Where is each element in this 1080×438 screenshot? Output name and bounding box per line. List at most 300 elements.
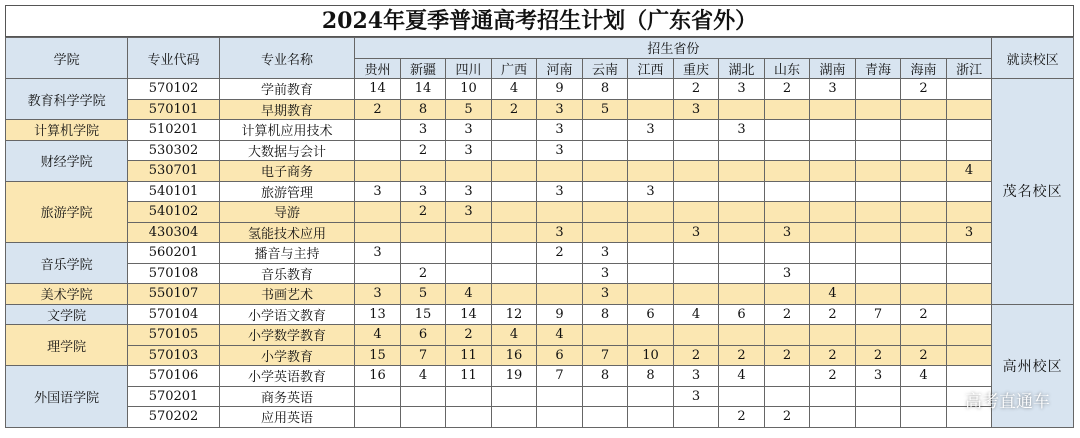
quota-cell: 2 [400,202,446,223]
quota-cell [764,120,810,141]
quota-cell [810,263,856,284]
quota-cell: 8 [582,79,628,100]
quota-cell: 3 [582,284,628,305]
quota-cell: 3 [673,386,719,407]
quota-cell: 3 [764,263,810,284]
table-row [6,202,1074,223]
quota-cell: 11 [446,345,492,366]
quota-cell [491,243,537,264]
major-name: 电子商务 [219,161,354,182]
quota-cell [855,99,901,120]
quota-cell: 4 [673,304,719,325]
quota-cell: 6 [719,304,765,325]
quota-cell: 4 [946,161,992,182]
major-name: 小学教育 [219,345,354,366]
quota-cell: 2 [400,263,446,284]
campus-gaozhou: 高州校区 [992,304,1074,427]
quota-cell [537,161,583,182]
quota-cell: 3 [673,366,719,387]
quota-cell: 4 [810,284,856,305]
quota-cell [946,140,992,161]
quota-cell: 4 [446,284,492,305]
header-province: 山东 [764,58,810,79]
header-provinces-group: 招生省份 [355,38,992,59]
quota-cell [628,99,674,120]
major-code: 550107 [128,284,220,305]
table-row [6,325,1074,346]
major-code: 530302 [128,140,220,161]
quota-cell [491,202,537,223]
header-major: 专业名称 [219,38,354,79]
header-row [6,38,1074,59]
quota-cell [582,407,628,428]
quota-cell [491,140,537,161]
quota-cell [673,120,719,141]
quota-cell: 2 [764,304,810,325]
quota-cell [764,181,810,202]
quota-cell: 3 [673,99,719,120]
quota-cell: 2 [400,140,446,161]
quota-cell [355,263,401,284]
quota-cell [355,407,401,428]
quota-cell [855,202,901,223]
quota-cell [764,161,810,182]
quota-cell [491,284,537,305]
major-code: 570102 [128,79,220,100]
major-code: 570104 [128,304,220,325]
quota-cell [719,140,765,161]
header-province: 江西 [628,58,674,79]
quota-cell [946,120,992,141]
quota-cell [855,407,901,428]
quota-cell: 7 [400,345,446,366]
quota-cell [400,407,446,428]
header-province: 河南 [537,58,583,79]
table-row [6,345,1074,366]
quota-cell: 3 [582,263,628,284]
header-province: 新疆 [400,58,446,79]
quota-cell: 3 [673,222,719,243]
table-row [6,140,1074,161]
quota-cell [764,202,810,223]
quota-cell [810,120,856,141]
quota-cell [810,99,856,120]
college-name: 音乐学院 [6,243,128,284]
quota-cell [901,386,947,407]
quota-cell [946,79,992,100]
quota-cell: 15 [400,304,446,325]
quota-cell [946,345,992,366]
quota-cell: 15 [355,345,401,366]
quota-cell [855,325,901,346]
quota-cell [810,202,856,223]
quota-cell [764,140,810,161]
major-name: 音乐教育 [219,263,354,284]
quota-cell: 3 [400,181,446,202]
major-name: 小学语文教育 [219,304,354,325]
quota-cell [582,386,628,407]
table-row [6,284,1074,305]
quota-cell [628,222,674,243]
quota-cell [491,263,537,284]
college-name: 计算机学院 [6,120,128,141]
table-row [6,366,1074,387]
quota-cell: 4 [400,366,446,387]
quota-cell [628,263,674,284]
table-row [6,263,1074,284]
quota-cell [855,284,901,305]
enrollment-plan-table [5,37,1074,428]
quota-cell: 2 [810,366,856,387]
quota-cell: 3 [719,79,765,100]
quota-cell [673,140,719,161]
quota-cell: 14 [355,79,401,100]
quota-cell: 2 [719,407,765,428]
quota-cell [946,181,992,202]
major-code: 540102 [128,202,220,223]
quota-cell: 3 [719,120,765,141]
campus-maoming: 茂名校区 [992,79,1074,305]
major-code: 570106 [128,366,220,387]
header-province: 湖北 [719,58,765,79]
quota-cell [855,386,901,407]
major-name: 导游 [219,202,354,223]
quota-cell [673,181,719,202]
quota-cell [855,181,901,202]
quota-cell [719,181,765,202]
quota-cell: 3 [537,99,583,120]
college-name: 文学院 [6,304,128,325]
watermark-text: 高考直通车 [965,392,1050,412]
quota-cell [582,120,628,141]
quota-cell: 8 [400,99,446,120]
quota-cell [400,386,446,407]
page-title: 2024年夏季普通高考招生计划（广东省外） [5,5,1074,37]
quota-cell [810,222,856,243]
quota-cell [901,222,947,243]
major-name: 播音与主持 [219,243,354,264]
quota-cell: 2 [901,79,947,100]
table-row [6,304,1074,325]
quota-cell [901,120,947,141]
quota-cell [491,407,537,428]
quota-cell [628,386,674,407]
quota-cell: 4 [719,366,765,387]
quota-cell [491,161,537,182]
quota-cell [719,202,765,223]
quota-cell [901,140,947,161]
quota-cell: 2 [764,407,810,428]
quota-cell [764,366,810,387]
quota-cell [946,99,992,120]
quota-cell [400,161,446,182]
quota-cell: 19 [491,366,537,387]
quota-cell: 2 [855,345,901,366]
quota-cell [810,407,856,428]
header-college: 学院 [6,38,128,79]
quota-cell [901,243,947,264]
quota-cell: 8 [582,304,628,325]
quota-cell: 2 [355,99,401,120]
quota-cell [901,99,947,120]
major-code: 540101 [128,181,220,202]
quota-cell [628,243,674,264]
quota-cell [810,243,856,264]
quota-cell [628,79,674,100]
quota-cell: 11 [446,366,492,387]
quota-cell [764,99,810,120]
quota-cell: 4 [537,325,583,346]
quota-cell [628,140,674,161]
quota-cell: 3 [628,181,674,202]
quota-cell: 12 [491,304,537,325]
quota-cell [491,120,537,141]
quota-cell: 14 [446,304,492,325]
quota-cell [855,140,901,161]
header-code: 专业代码 [128,38,220,79]
quota-cell: 9 [537,304,583,325]
quota-cell: 3 [537,120,583,141]
quota-cell: 10 [628,345,674,366]
quota-cell [810,181,856,202]
quota-cell: 2 [810,345,856,366]
header-province: 青海 [855,58,901,79]
quota-cell [719,243,765,264]
quota-cell: 8 [628,366,674,387]
quota-cell: 3 [537,181,583,202]
header-province: 湖南 [810,58,856,79]
quota-cell [946,325,992,346]
header-province: 四川 [446,58,492,79]
quota-cell: 16 [355,366,401,387]
quota-cell [764,243,810,264]
quota-cell: 2 [673,79,719,100]
header-province: 重庆 [673,58,719,79]
quota-cell: 3 [764,222,810,243]
quota-cell [719,222,765,243]
quota-cell [537,407,583,428]
header-province: 云南 [582,58,628,79]
quota-cell: 3 [446,181,492,202]
quota-cell [628,202,674,223]
quota-cell [355,161,401,182]
quota-cell [355,222,401,243]
quota-cell [901,202,947,223]
table-row [6,120,1074,141]
header-province: 广西 [491,58,537,79]
college-name: 教育科学学院 [6,79,128,120]
quota-cell [537,263,583,284]
quota-cell [582,181,628,202]
college-name: 财经学院 [6,140,128,181]
quota-cell [537,386,583,407]
major-code: 430304 [128,222,220,243]
quota-cell: 2 [446,325,492,346]
quota-cell: 3 [810,79,856,100]
header-province: 浙江 [946,58,992,79]
quota-cell [810,386,856,407]
quota-cell: 2 [491,99,537,120]
quota-cell [628,161,674,182]
quota-cell [855,222,901,243]
quota-cell [673,202,719,223]
quota-cell [901,181,947,202]
quota-cell: 6 [400,325,446,346]
quota-cell [446,263,492,284]
quota-cell [582,161,628,182]
quota-cell: 3 [855,366,901,387]
major-name: 大数据与会计 [219,140,354,161]
quota-cell: 16 [491,345,537,366]
quota-cell: 3 [582,243,628,264]
quota-cell [446,407,492,428]
quota-cell [537,202,583,223]
major-code: 570103 [128,345,220,366]
quota-cell: 2 [901,345,947,366]
quota-cell [719,263,765,284]
quota-cell: 5 [446,99,492,120]
quota-cell [673,284,719,305]
quota-cell [901,161,947,182]
college-name: 旅游学院 [6,181,128,243]
quota-cell [764,325,810,346]
quota-cell [628,325,674,346]
quota-cell: 7 [582,345,628,366]
major-name: 小学英语教育 [219,366,354,387]
quota-cell [946,304,992,325]
quota-cell: 2 [764,79,810,100]
quota-cell [491,222,537,243]
major-code: 530701 [128,161,220,182]
quota-cell [719,386,765,407]
table-row [6,222,1074,243]
header-campus: 就读校区 [992,38,1074,79]
quota-cell [855,161,901,182]
quota-cell: 3 [537,222,583,243]
quota-cell: 3 [355,243,401,264]
quota-cell: 3 [355,181,401,202]
quota-cell [582,325,628,346]
table-row [6,161,1074,182]
quota-cell: 3 [537,140,583,161]
quota-cell [582,202,628,223]
quota-cell: 4 [491,79,537,100]
quota-cell [673,407,719,428]
quota-cell [355,202,401,223]
quota-cell [764,284,810,305]
quota-cell [946,243,992,264]
header-province: 贵州 [355,58,401,79]
quota-cell [446,243,492,264]
quota-cell [901,263,947,284]
major-name: 氢能技术应用 [219,222,354,243]
quota-cell: 2 [764,345,810,366]
major-code: 570202 [128,407,220,428]
quota-cell: 6 [537,345,583,366]
table-row [6,79,1074,100]
quota-cell [537,284,583,305]
quota-cell [491,386,537,407]
quota-cell [355,386,401,407]
major-code: 570101 [128,99,220,120]
major-name: 计算机应用技术 [219,120,354,141]
quota-cell: 2 [719,345,765,366]
quota-cell [810,140,856,161]
major-code: 570201 [128,386,220,407]
quota-cell [628,284,674,305]
quota-cell [855,243,901,264]
quota-cell [673,263,719,284]
quota-cell [719,99,765,120]
quota-cell [673,325,719,346]
quota-cell [901,325,947,346]
quota-cell: 6 [628,304,674,325]
quota-cell [355,140,401,161]
header-province: 海南 [901,58,947,79]
quota-cell [719,325,765,346]
major-name: 商务英语 [219,386,354,407]
quota-cell [628,407,674,428]
quota-cell [810,161,856,182]
quota-cell [855,263,901,284]
quota-cell [400,243,446,264]
table-row [6,181,1074,202]
quota-cell [946,202,992,223]
major-name: 书画艺术 [219,284,354,305]
quota-cell [719,161,765,182]
quota-cell: 3 [446,120,492,141]
quota-cell [582,140,628,161]
table-row [6,99,1074,120]
table-row [6,407,1074,428]
major-name: 小学数学教育 [219,325,354,346]
quota-cell: 8 [582,366,628,387]
college-name: 美术学院 [6,284,128,305]
quota-cell: 13 [355,304,401,325]
major-code: 560201 [128,243,220,264]
college-name: 外国语学院 [6,366,128,428]
quota-cell: 3 [446,202,492,223]
quota-cell [719,284,765,305]
quota-cell: 5 [582,99,628,120]
major-name: 旅游管理 [219,181,354,202]
table-row [6,243,1074,264]
college-name: 理学院 [6,325,128,366]
quota-cell [673,161,719,182]
quota-cell [446,386,492,407]
quota-cell [400,222,446,243]
quota-cell [946,263,992,284]
quota-cell: 4 [491,325,537,346]
quota-cell [673,243,719,264]
quota-cell [582,222,628,243]
quota-cell: 14 [400,79,446,100]
quota-cell [855,120,901,141]
quota-cell: 3 [355,284,401,305]
quota-cell [446,222,492,243]
quota-cell: 7 [855,304,901,325]
quota-cell: 2 [673,345,719,366]
quota-cell [491,181,537,202]
quota-cell [901,284,947,305]
quota-cell: 3 [400,120,446,141]
quota-cell [764,386,810,407]
quota-cell [810,325,856,346]
major-code: 570108 [128,263,220,284]
quota-cell: 2 [810,304,856,325]
quota-cell [355,120,401,141]
quota-cell: 2 [537,243,583,264]
